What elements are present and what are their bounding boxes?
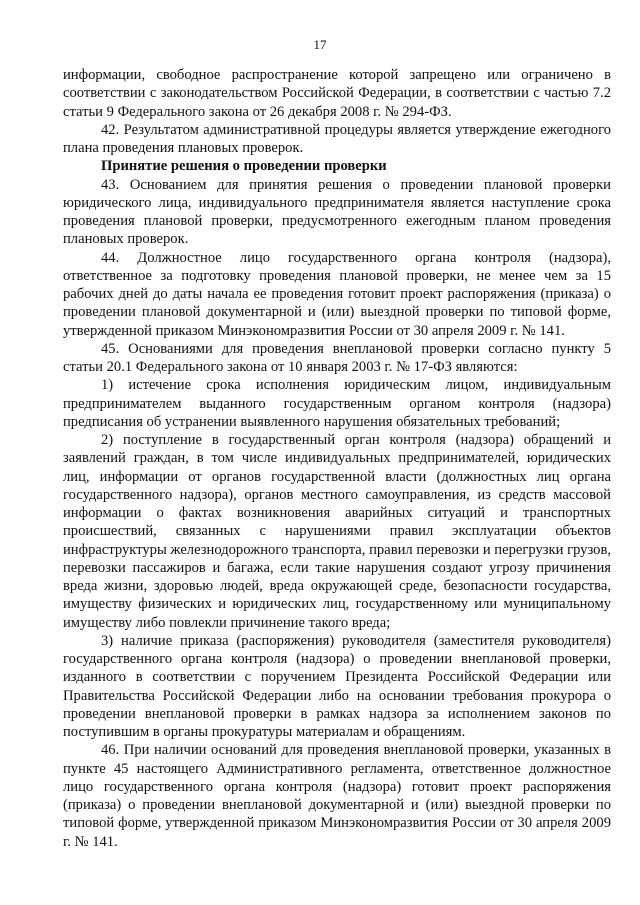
paragraph-46: 46. При наличии оснований для проведения внеплановой проверки, указанных в пункте 45 настоящего Административного регламента, ответственное должностное лицо государственного органа контроля (надзора) готовит проект распоряжения (приказа) о проведении внеплановой документарной и (или) выездной проверки по типовой форме, утвержденной приказом Минэкономразвития России от 30 апреля 2009 г. № 141.: [63, 742, 611, 850]
paragraph-continuation: информации, свободное распространение которой запрещено или ограничено в соответствии с законодательством Российской Федерации, в соответствии с частью 7.2 статьи 9 Федерального закона от 26 декабря 2008 г. № 294-ФЗ.: [63, 67, 611, 120]
paragraph-43: 43. Основанием для принятия решения о проведении плановой проверки юридического лица, индивидуального предпринимателя является наступление срока проведения плановой проверки, предусмотренного ежегодным планом проведения плановых проверок.: [63, 176, 611, 248]
section-heading: Принятие решения о проведении проверки: [101, 158, 387, 175]
list-item-1: 1) истечение срока исполнения юридическим лицом, индивидуальным предпринимателем выданного государственным органом контроля (надзора) предписания об устранении выявленного нарушения обязательных требований;: [63, 377, 611, 430]
list-item-2: 2) поступление в государственный орган контроля (надзора) обращений и заявлений граждан, в том числе индивидуальных предпринимателей, юридических лиц, информации от органов государственной власти (должностных лиц органа государственного надзора), органов местного самоуправления, из средств массовой информации о фактах возникновения аварийных ситуаций и транспортных происшествий, связанных с нарушениями правил эксплуатации объектов инфраструктуры железнодорожного транспорта, правил перевозки и перегрузки грузов, перевозки пассажиров и багажа, если такие нарушения создают угрозу причинения вреда жизни, здоровью людей, вреда окружающей среде, безопасности государства, имуществу физических и юридических лиц, государственному или муниципальному имуществу либо повлекли причинение такого вреда;: [63, 432, 611, 631]
paragraph-45: 45. Основаниями для проведения внеплановой проверки согласно пункту 5 статьи 20.1 Федерального закона от 10 января 2003 г. № 17-ФЗ являются:: [63, 340, 611, 375]
document-body: [63, 66, 611, 851]
list-item-3: 3) наличие приказа (распоряжения) руководителя (заместителя руководителя) государственного органа контроля (надзора) о проведении внеплановой проверки, изданного в соответствии с поручением Президента Российской Федерации или Правительства Российской Федерации либо на основании требования прокурора о проведении внеплановой проверки в рамках надзора за исполнением законов по поступившим в органы прокуратуры материалам и обращениям.: [63, 632, 611, 740]
paragraph-44: 44. Должностное лицо государственного органа контроля (надзора), ответственное за подготовку проведения плановой проверки, не менее чем за 15 рабочих дней до даты начала ее проведения готовит проект распоряжения (приказа) о проведении плановой документарной и (или) выездной проверки по типовой форме, утвержденной приказом Минэкономразвития России от 30 апреля 2009 г. № 141.: [63, 249, 611, 339]
page-number: 17: [313, 37, 327, 52]
paragraph-42: 42. Результатом административной процедуры является утверждение ежегодного плана проведения плановых проверок.: [63, 121, 611, 156]
